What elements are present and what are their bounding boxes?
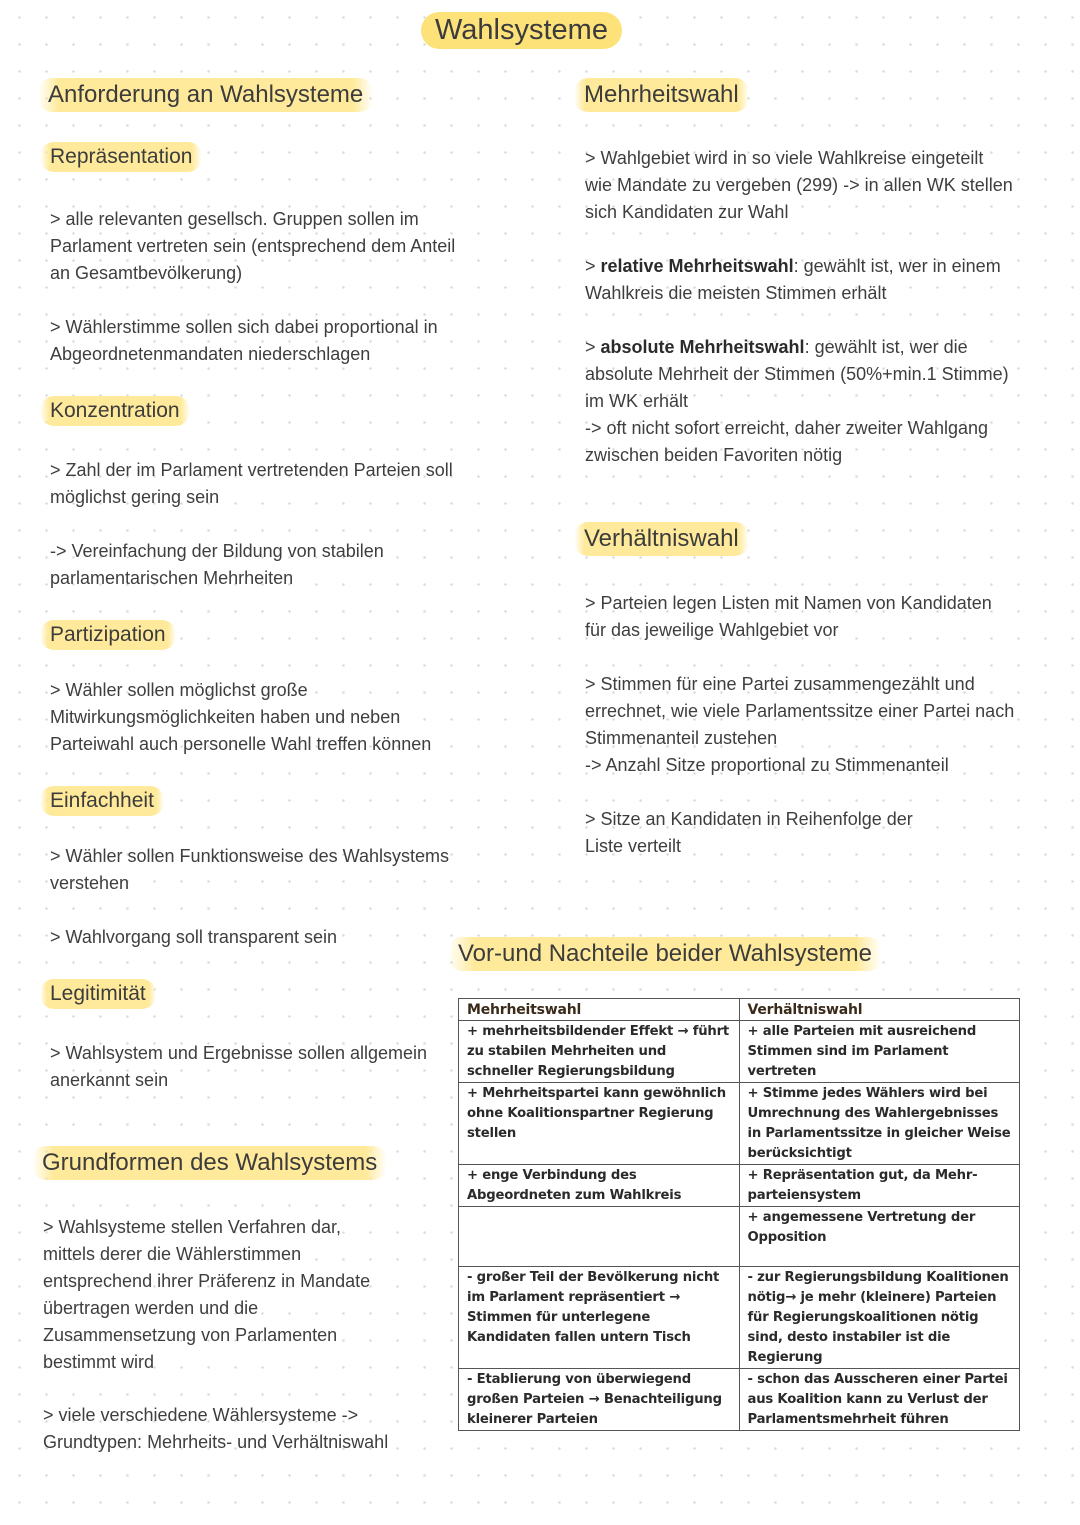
col-header-majority: Mehrheitswahl bbox=[459, 999, 740, 1021]
table-cell: + angemessene Vertretung der Opposition bbox=[739, 1207, 1020, 1267]
table-cell: + alle Parteien mit ausreichend Stimmen sind im Parlament vertreten bbox=[739, 1021, 1020, 1083]
comparison-table bbox=[458, 998, 1020, 1431]
comparison-heading: Vor-und Nachteile beider Wahlsysteme bbox=[448, 937, 882, 971]
majority-relative-desc: : gewählt ist, wer in einem Wahlkreis die meisten Stimmen erhält bbox=[585, 256, 1001, 303]
table-row bbox=[459, 1267, 1020, 1369]
table-row bbox=[459, 1369, 1020, 1431]
proportional-text-1: > Parteien legen Listen mit Namen von Kandidaten für das jeweilige Wahlgebiet vor bbox=[585, 593, 992, 640]
section-concentration-title-wrap bbox=[40, 396, 190, 426]
proportional-note: -> Anzahl Sitze proportional zu Stimmenanteil bbox=[585, 755, 949, 775]
table-cell: + Stimme jedes Wählers wird bei Umrechnung des Wahlergebnisses in Parlamentssitze in gleicher Weise berücksichtigt bbox=[739, 1083, 1020, 1165]
table-row bbox=[459, 1165, 1020, 1207]
majority-absolute-term: absolute Mehrheitswahl bbox=[600, 337, 805, 357]
section-simplicity-title: Einfachheit bbox=[40, 786, 164, 816]
majority-heading: Mehrheitswahl bbox=[574, 78, 749, 112]
requirements-heading: Anforderung an Wahlsysteme bbox=[38, 78, 373, 112]
section-legitimacy-title-wrap bbox=[40, 979, 156, 1009]
table-cell: + Repräsentation gut, da Mehr-parteiensystem bbox=[739, 1165, 1020, 1207]
section-representation-title-wrap bbox=[40, 142, 202, 172]
section-simplicity-title-wrap bbox=[40, 786, 164, 816]
majority-absolute: > absolute Mehrheitswahl: gewählt ist, wer die absolute Mehrheit der Stimmen (50%+min.1 Stimme) im WK erhält bbox=[585, 337, 1009, 411]
table-row bbox=[459, 1207, 1020, 1267]
representation-text-1: > alle relevanten gesellsch. Gruppen sollen im Parlament vertreten sein (entsprechend dem Anteil an Gesamtbevölkerung) bbox=[50, 209, 456, 283]
majority-absolute-note: -> oft nicht sofort erreicht, daher zweiter Wahlgang zwischen beiden Favoriten nötig bbox=[585, 418, 989, 465]
simplicity-text-1: > Wähler sollen Funktionsweise des Wahlsystems verstehen bbox=[50, 846, 449, 893]
majority-text-1: > Wahlgebiet wird in so viele Wahlkreise eingeteilt wie Mandate zu vergeben (299) -> in allen WK stellen sich Kandidaten zur Wahl bbox=[585, 148, 1013, 222]
basic-forms-heading-wrap bbox=[32, 1146, 387, 1180]
section-participation-title: Partizipation bbox=[40, 620, 176, 650]
table-cell: + mehrheitsbildender Effekt → führt zu stabilen Mehrheiten und schneller Regierungsbildung bbox=[459, 1021, 740, 1083]
table-cell: + Mehrheitspartei kann gewöhnlich ohne Koalitionspartner Regierung stellen bbox=[459, 1083, 740, 1165]
proportional-heading: Verhältniswahl bbox=[574, 522, 749, 556]
basic-forms-text-1: > Wahlsysteme stellen Verfahren dar, mittels derer die Wählerstimmen entsprechend ihrer Präferenz in Mandate übertragen werden und die Zusammensetzung von Parlamenten bestimmt wird bbox=[43, 1217, 371, 1372]
proportional-text-2: > Stimmen für eine Partei zusammengezählt und errechnet, wie viele Parlamentssitze einer Partei nach Stimmenanteil zustehen bbox=[585, 674, 1015, 748]
table-cell: - großer Teil der Bevölkerung nicht im Parlament repräsentiert → Stimmen für unterlegene Kandidaten fallen untern Tisch bbox=[459, 1267, 740, 1369]
section-concentration-title: Konzentration bbox=[40, 396, 190, 426]
concentration-text-2: -> Vereinfachung der Bildung von stabilen parlamentarischen Mehrheiten bbox=[50, 541, 384, 588]
table-header-row bbox=[459, 999, 1020, 1021]
table-cell bbox=[459, 1207, 740, 1267]
basic-forms-text-2: > viele verschiedene Wählersysteme -> Grundtypen: Mehrheits- und Verhältniswahl bbox=[43, 1405, 389, 1452]
majority-relative-term: relative Mehrheitswahl bbox=[600, 256, 794, 276]
requirements-heading-wrap bbox=[38, 78, 373, 112]
table-cell: - Etablierung von überwiegend großen Parteien → Benachteiligung kleinerer Parteien bbox=[459, 1369, 740, 1431]
col-header-proportional: Verhältniswahl bbox=[739, 999, 1020, 1021]
proportional-heading-wrap bbox=[574, 522, 749, 556]
table-row bbox=[459, 1021, 1020, 1083]
concentration-text-1: > Zahl der im Parlament vertretenden Parteien soll möglichst gering sein bbox=[50, 460, 453, 507]
majority-heading-wrap bbox=[574, 78, 749, 112]
simplicity-text-2: > Wahlvorgang soll transparent sein bbox=[50, 927, 337, 947]
majority-absolute-desc: : gewählt ist, wer die absolute Mehrheit der Stimmen (50%+min.1 Stimme) im WK erhält bbox=[585, 337, 1009, 411]
basic-forms-heading: Grundformen des Wahlsystems bbox=[32, 1146, 387, 1180]
table-cell: - schon das Ausscheren einer Partei aus Koalition kann zu Verlust der Parlamentsmehrheit führen bbox=[739, 1369, 1020, 1431]
page-title-wrap bbox=[421, 12, 622, 49]
table-row bbox=[459, 1083, 1020, 1165]
majority-relative: > relative Mehrheitswahl: gewählt ist, wer in einem Wahlkreis die meisten Stimmen erhält bbox=[585, 256, 1001, 303]
table-cell: + enge Verbindung des Abgeordneten zum Wahlkreis bbox=[459, 1165, 740, 1207]
section-representation-title: Repräsentation bbox=[40, 142, 202, 172]
page-title: Wahlsysteme bbox=[421, 12, 622, 49]
table-cell: - zur Regierungsbildung Koalitionen nötig→ je mehr (kleinere) Parteien für Regierungskoalitionen nötig sind, desto instabiler ist die Regierung bbox=[739, 1267, 1020, 1369]
section-participation-title-wrap bbox=[40, 620, 176, 650]
section-legitimacy-title: Legitimität bbox=[40, 979, 156, 1009]
representation-text-2: > Wählerstimme sollen sich dabei proportional in Abgeordnetenmandaten niederschlagen bbox=[50, 317, 438, 364]
proportional-text-3: > Sitze an Kandidaten in Reihenfolge der Liste verteilt bbox=[585, 809, 913, 856]
participation-text-1: > Wähler sollen möglichst große Mitwirkungsmöglichkeiten haben und neben Parteiwahl auch personelle Wahl treffen können bbox=[50, 680, 432, 754]
legitimacy-text-1: > Wahlsystem und Ergebnisse sollen allgemein anerkannt sein bbox=[50, 1043, 428, 1090]
comparison-heading-wrap bbox=[448, 937, 882, 971]
